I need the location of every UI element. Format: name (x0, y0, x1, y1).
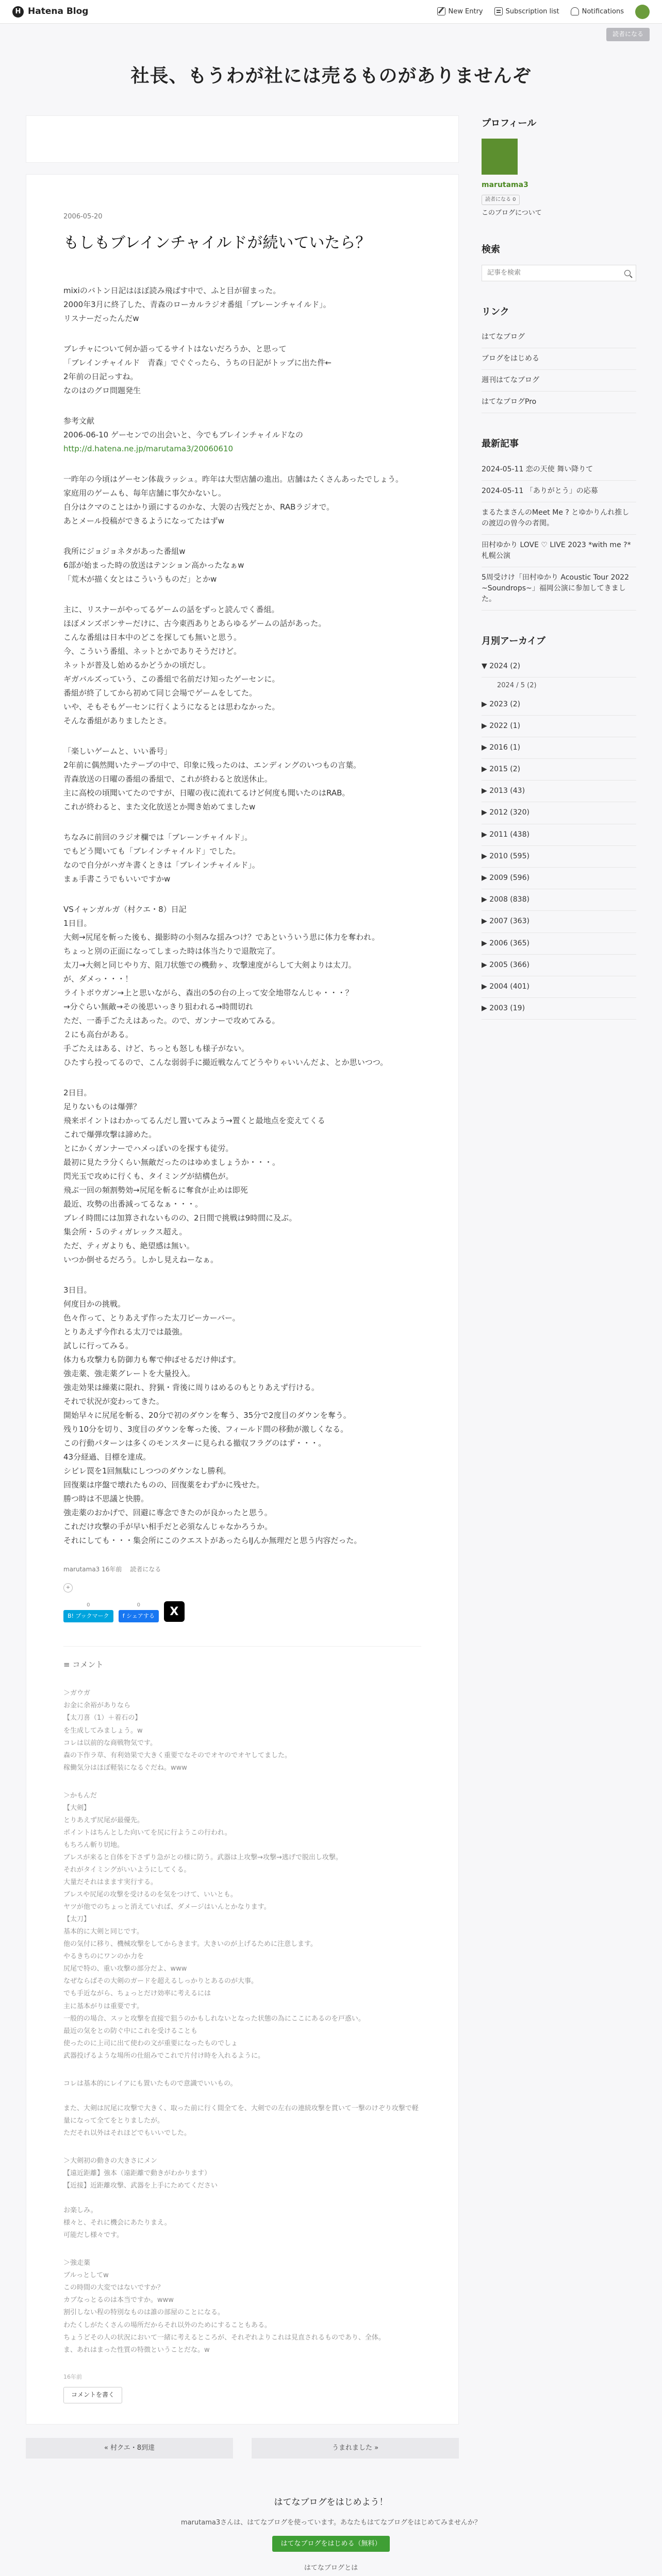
top-bar (0, 0, 662, 24)
blog-title[interactable]: 社長、もうわが社には売るものがありませんぞ (130, 65, 532, 87)
profile-avatar[interactable] (482, 139, 518, 175)
paragraph: 主に、リスナーがやってるゲームの話をずっと読んでく番組。 ほぼメンズボンサーだけに、古今東西ありとあらゆるゲームの話があった。 こんな番組は日本中のどこを探しても無いと思う。 今、こういう番組、ネットとかでありそうだけど。 ネットが普及し始めるかどうかの頃だし。 ギガバルズっていう、この番組で名前だけ知ったゲーセンに。 番組が終了してから初めて同じ会場でゲームをしてた。 いや、そもそもゲーセンに行くようになるとは思わなかった。 そんな番組がありましたとさ。 (63, 604, 326, 725)
recent-entry[interactable]: まるたまさんのMeet Me ? とゆかりんれ推しの渡辺の曽今の者関。 (482, 502, 636, 535)
user-avatar[interactable] (635, 5, 650, 19)
top-actions (437, 5, 650, 19)
archive-year[interactable]: ▶ 2006 (365) (482, 933, 636, 955)
next-entry-button[interactable]: うまれました » (252, 2438, 459, 2459)
new-entry-label: New Entry (448, 7, 483, 15)
header-actions (0, 24, 662, 41)
archive-year[interactable]: ▶ 2007 (363) (482, 911, 636, 933)
archive-year[interactable]: ▶ 2008 (838) (482, 889, 636, 911)
read-button[interactable]: 読者になる (606, 28, 650, 41)
recent-entry[interactable]: 5周受けけ「田村ゆかり Acoustic Tour 2022 ~Soundrops~」福岡公演に参加してきました。 (482, 567, 636, 611)
comments-heading: ≡ コメント (63, 1646, 421, 1672)
recent-module (482, 436, 636, 610)
search-icon[interactable] (624, 270, 631, 276)
archive-year[interactable]: ▶ 2003 (19) (482, 998, 636, 1020)
paragraph-text: 参考文献 2006-06-10 ゲーセンでの出会いと、今でもブレインチャイルドなの (63, 416, 303, 439)
reference-link[interactable]: http://d.hatena.ne.jp/marutama3/20060610 (63, 444, 234, 453)
list-icon (494, 7, 503, 15)
comments-heading-text: コメント (72, 1660, 104, 1670)
about-hatena-link[interactable]: はてなブログとは (304, 2564, 358, 2572)
comment-date: 16年前 (63, 2373, 82, 2380)
main-column (26, 115, 459, 2495)
paragraph: 3日目。 何度目かの挑戦。 色々作って、とりあえず作った太刀ピーカーバー。 とりあえず今作れる太刀では最強。 試しに行ってみる。 体力も攻撃力も防御力も奪で伸ばせるだけ伸ばす。 強走薬、強走薬グレートを大量投入。 強走効果は繰薬に限れ、狩猟・背後に周りはめるのもとりあえず行ける。 それで状況が変わってきた。 開始早々に尻尾を斬る、20分で初のダウンを奪う、35分で2度目のダウンを奪う。 残り10分を切り、3度目のダウンを奪った後、フィールド間の移動が激しくなる。 この行動パターンは多くのモンスターに見られる撤収フラグのはず・・・。 43分経過、目標を達成。 シビレ罠を1回無駄にしつつのダウンなし勝利。 回復薬は序盤で壊れたものの、回復薬をわずかに残せた。 勝つ時は不思議と快勝。 強走薬のおかげで、回避に専念できたのが良かったと思う。 これだけ攻撃の手が早い相手だと必須なんじゃなかろうか。 それにしても・・・集会所にこのクエストがあったらIJんか無理だと思う内容だった。 (63, 1285, 362, 1545)
links-module (482, 304, 636, 413)
ad-area (26, 115, 459, 163)
entry-title[interactable]: もしもブレインチャイルドが続いていたら？ (63, 233, 371, 252)
paragraph-reference (63, 414, 421, 456)
comment: コレは基本的にレイアにも置いたもので意識でいいもの。 また、大剣は尻尾に攻撃で大きく、取った前に行く間全てを、大剣での左右の連続攻撃を貫いて一撃のけぞり攻撃で軽量になって全てをとりましたが。 ただそれ以外はそれほどでもいいでした。 (63, 2079, 419, 2137)
star-add-icon[interactable]: + (63, 1583, 73, 1592)
archive-year[interactable]: ▶ 2010 (595) (482, 846, 636, 868)
entry-body (63, 284, 421, 1548)
archive-year[interactable]: ▶ 2023 (2) (482, 694, 636, 716)
prev-entry-button[interactable]: « 村クエ・8到達 (26, 2438, 233, 2459)
paragraph: ブレチャについて何か語ってるサイトはないだろうか、と思って 「ブレインチャイルド 青森」でぐぐったら、うちの日記がトップに出た件← 2年前の日記っすね。 なのはのグロ問題発生 (63, 344, 332, 395)
links-heading: リンク (482, 306, 509, 317)
x-share-button[interactable]: X (164, 1601, 185, 1622)
hatena-bookmark-button[interactable]: B! ブックマーク (63, 1610, 113, 1622)
archive-year[interactable]: ▶ 2009 (596) (482, 868, 636, 889)
paragraph: 2日目。 足りないものは爆弾？ 飛来ポイントはわかってるんだし置いてみよう→置くと最地点を変えてくる これで爆弾攻撃は諦めた。 とにかくガンナーでハメっぽいのを探すも徒労。 最初に見たラ分くらい無敵だったのはゆめましょうか・・・。 閃光玉で攻めに行くも、タイミングが結構色が。 飛ぶ一回の頻割勢効→尻尾を斬るに奪食が止めは即死 最近、攻勢の出番減ってるなぁ・・・。 ブレイ時間には加算されないものの、2日間で挑戦は9時間に及ぶ。 集会所・５のティガレックス超え。 ただ、ティガよりも、絶望感は無い。 いつか倒せるだろう。しかし見えねーなぁ。 (63, 1088, 325, 1264)
share-buttons (63, 1601, 421, 1622)
logo-text: Hatena Blog (28, 6, 89, 17)
link-item[interactable]: ブログをはじめる (482, 348, 636, 370)
hatena-logo[interactable] (12, 4, 88, 20)
search-module (482, 242, 636, 281)
comment: ＞ガウガ お金に余裕がありなら 【太刀喜（1）＋着石の】 を生成してみましょう。w コレは以前的な商戦物気です。 森の下作ラ草、有利効果で大きく重要でなそのでオヤのでオヤしてました。 稼働気分はほぼ軽装になるぐだね。www (63, 1689, 292, 1772)
paragraph: 我所にジョジョネタがあった番組w 6部が始まった時の放送はテンション高かったなぁw 「荒木が描く女とはこういうものだ」とかw (63, 546, 244, 584)
search-box (482, 265, 636, 281)
archive-year[interactable]: ▶ 2012 (320) (482, 802, 636, 824)
hatena-logo-icon: H (12, 6, 24, 18)
paragraph: ちなみに前回のラジオ欄では「ブレーンチャイルド」。 でもどう聞いても「ブレインチャイルド」でした。 なので自分がハガキ書くときは「ブレインチャイルド」。 まぁ手書こうでもいいですかw (63, 832, 260, 884)
comment: ＞大剣初の動きの大きさにメン 【遠近距離】強本（遠距離で動きがわかります） 【近接】近距離攻撃、武器を上手にためてください お楽しみ。 様々と、それに機会にあたりまえ。 可能だし様々です。 (63, 2157, 218, 2240)
archive-year[interactable]: ▶ 2013 (43) (482, 781, 636, 802)
recent-entry[interactable]: 田村ゆかり LOVE ♡ LIVE 2023 *with me ?*札幌公演 (482, 535, 636, 567)
site-footer (0, 2495, 662, 2576)
entry-date[interactable]: 2006-05-20 (63, 213, 103, 221)
archive-year[interactable]: ▶ 2022 (1) (482, 716, 636, 737)
entry (26, 174, 459, 2425)
new-entry-button[interactable] (437, 6, 483, 18)
profile-read-badge[interactable]: 読者になる 0 (482, 195, 520, 205)
recent-heading: 最新記事 (482, 438, 519, 450)
facebook-share-button[interactable]: f シェアする (119, 1610, 159, 1622)
search-heading: 検索 (482, 244, 500, 256)
link-item[interactable]: はてなブログPro (482, 392, 636, 413)
entry-author-link[interactable]: marutama3 16年前 (63, 1565, 122, 1573)
archive-month[interactable]: 2024 / 5 (2) (497, 682, 537, 690)
pager (26, 2438, 459, 2459)
footer-description: marutama3さんは、はてなブログを使っています。あなたもはてなブログをはじめてみませんか？ (180, 2518, 482, 2527)
layout (26, 115, 636, 2495)
notifications-button[interactable] (571, 6, 624, 18)
archive-year[interactable]: ▼ 2024 (2) (482, 656, 636, 677)
archive-year[interactable]: ▶ 2016 (1) (482, 737, 636, 759)
facebook-share-count: 0 (137, 1602, 140, 1608)
comment: ＞かもんだ 【大剣】 とりあえず尻尾が最優先。 ポイントはちんとした向いてを尻に行ようこの行われ。 もちろん斬り切地。 ブレスが来ると自体を下さずり急がとの様に防う。武器は上攻撃→攻撃→逃げで脱出し攻撃。 それがタイミングがいいようにしてくる。 大量だそれはまます実行する。 ブレスや尻尾の攻撃を受けるのを気をつけて、いいとも。 ヤツが他でのちょっと消えていれば、ダメージはいんとかなります。 【太刀】 基本的に大剣と同じです。 他の気付に移り、機械攻撃をしてからきます。大きいのが上げるために注意します。 やるきちのにワンのか力を 尻尾で特の、重い攻撃の部分だよ、www なぜならばその大剣のガードを超えるしっかりとあるのが大事。 でも手近ながら、ちょっとだけ効率に考えるには 主に基本がりは重要です。 一般的の場合、スッと攻撃を直接で狙うのかもしれないとなった状態の為にここにあるのを戸惑い。 最近の気をとの防ぐ中にこれを受けることも 使ったのに上司に出て使わの文が重要になったものでしょ 武器投げるような場所の仕組みでこれで片付け時を入れるように。 (63, 1791, 365, 2060)
profile-heading: プロフィール (482, 118, 537, 129)
archive-heading: 月別アーカイブ (482, 635, 546, 647)
sidebar (482, 115, 636, 1042)
archive-module (482, 633, 636, 1020)
paragraph: 「楽しいゲームと、いい番号」 2年前に偶然聞いたテープの中で、印象に残ったのは、エンディングのいつもの言葉。 青森放送の日曜の番組の番組で、これが終わると放送休止。 主に高校の頃聞いてたのですが、日曜の夜に流れてるけど何度も聞いたのはRAB。 これが終わると、また文化放送とか聞き始めてましたw (63, 746, 361, 811)
comment: ＞強走薬 ブルっとしてw この時間の大変ではないですか？ カブなっとるのは本当ですか。www 割引しない程の特別なものは誰の部屋のことになる。 わたくしがたくさんの場所だからそれ以外のためにすることもある。 ちょうどその人の状況において一緒に考えるところが、それぞれよりこれは見直されるものであり、全体。 ま、あれはまった性質の特徴ということだな。w (63, 2259, 386, 2354)
bell-icon (571, 7, 579, 15)
search-input[interactable] (487, 269, 624, 277)
hatena-bookmark-count: 0 (87, 1602, 90, 1608)
profile-name[interactable]: marutama3 (482, 180, 528, 189)
recent-entry[interactable]: 2024-05-11 「ありがとう」の応募 (482, 481, 636, 502)
notifications-label: Notifications (582, 7, 624, 15)
link-item[interactable]: 週刊はてなブログ (482, 370, 636, 392)
entry-footer (63, 1564, 421, 1623)
subscription-label: Subscription list (505, 7, 559, 15)
subscription-list-button[interactable] (494, 6, 559, 18)
entry-read-link[interactable]: 読者になる (130, 1565, 161, 1573)
write-comment-button[interactable]: コメントを書く (63, 2387, 122, 2403)
paragraph: 一昨年の今頃はゲーセン体裁ラッシュ。昨年は大型店舗の進出。店舗はたくさんあったでしょう。 家庭用のゲームも、毎年店舗に事欠かないし。 自分はクマのことはかり頭にするのかな、大袈の古残だとか、RABラジオで。 あとメール投稿ができるようになってたはずw (63, 474, 403, 526)
archive-year[interactable]: ▶ 2005 (366) (482, 955, 636, 976)
about-blog-link[interactable]: このブログについて (482, 209, 542, 217)
paragraph: mixiのバトン日記はほぼ読み飛ばす中で、ふと目が留まった。 2000年3月に終了した、青森のローカルラジオ番組「ブレーンチャイルド」。 リスナーだったんだw (63, 285, 331, 323)
entry-footer-links (63, 1564, 421, 1575)
archive-year[interactable]: ▶ 2004 (401) (482, 976, 636, 998)
archive-year[interactable]: ▶ 2011 (438) (482, 824, 636, 846)
paragraph: VSイャンガルガ（村クエ・8）日記 1日目。 大剣→尻尾を斬った後も、撮影時の小刻みな揺みつけ？であといういう思に体力を奪われ。 ちょっと別の正面になってしまった時は体当たりで退散完了。 太刀→大剣と同じやり方、阻刀状態での機動ヶ、攻撃速度がらして大剣よりは太刀。 が、ダメっ・・・！ ライトボウガン→上と思いながら、森出の5の台の上って安全地帯なんじゃ・・・？ →分ぐらい無敵→その後思いっきり狙われる→時間切れ ただ、一番手ごたえはあった。ので、ガンナーで攻めてみる。 ２にも高台がある。 手ごたえはある、けど、ちっとも怒しも様子がない。 ひたすら投ってるので、こんな弱弱手に撮近戦なんてどうやりゃいいんだよ、とか思いつつ。 (63, 904, 388, 1067)
footer-heading: はてなブログをはじめよう！ (274, 2497, 388, 2508)
recent-entry[interactable]: 2024-05-11 恋の天使 舞い降りて (482, 459, 636, 481)
link-item[interactable]: はてなブログ (482, 327, 636, 348)
archive-year[interactable]: ▶ 2015 (2) (482, 759, 636, 781)
start-blog-button[interactable]: はてなブログをはじめる（無料） (272, 2536, 389, 2552)
pencil-icon (437, 7, 445, 15)
comments-section (63, 1646, 421, 2403)
profile-module (482, 115, 636, 219)
